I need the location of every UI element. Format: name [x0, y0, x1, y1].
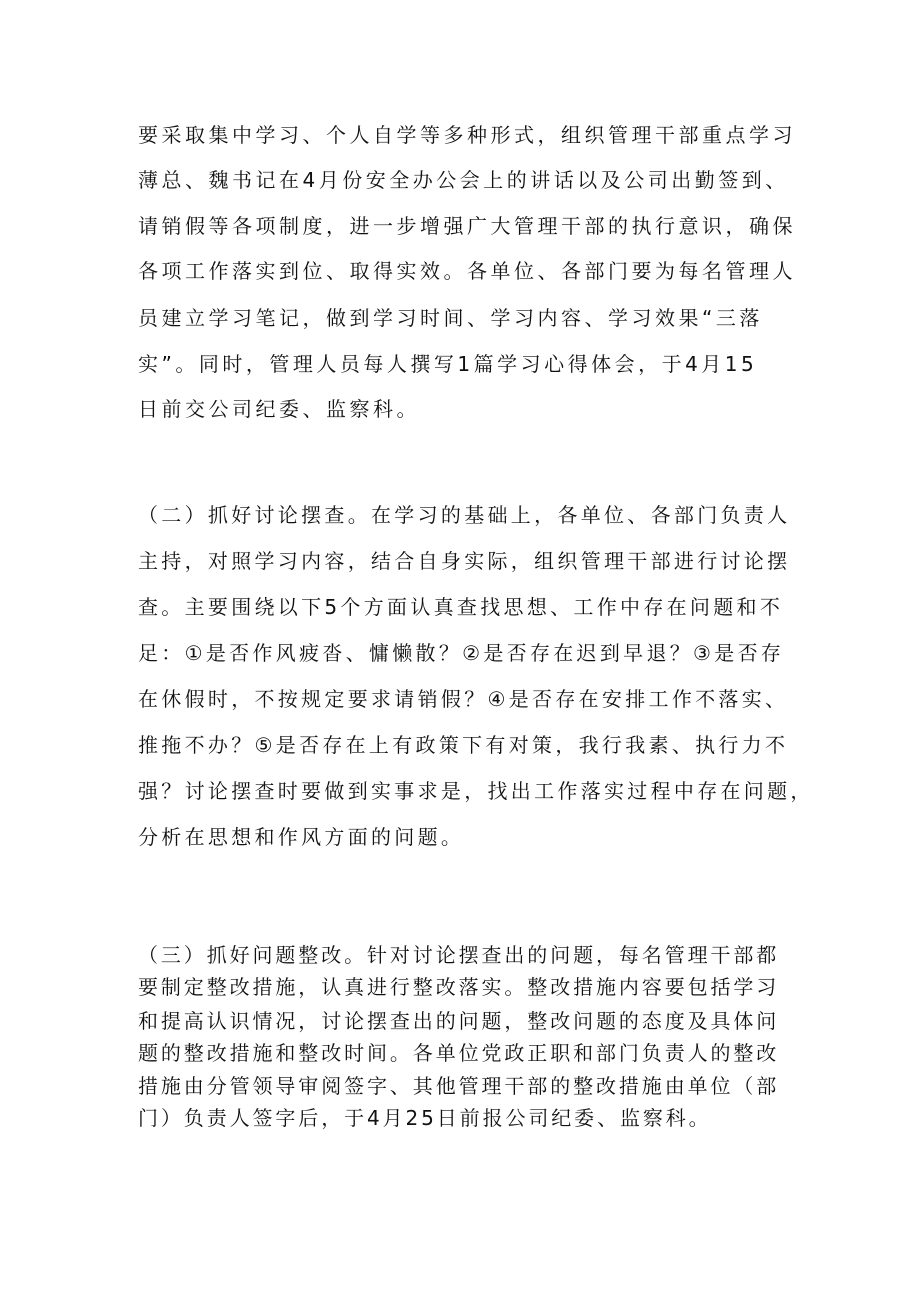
text-line: 和提高认识情况，讨论摆查出的问题，整改问题的态度及具体问: [138, 1009, 780, 1033]
text-line: 各项工作落实到位、取得实效。各单位、各部门要为每名管理人: [138, 259, 796, 283]
text-line: 要制定整改措施，认真进行整改落实。整改措施内容要包括学习: [138, 975, 780, 999]
text-line: 员建立学习笔记，做到学习时间、学习内容、学习效果“三落: [138, 306, 763, 330]
section-heading-line: （三）抓好问题整改。针对讨论摆查出的问题，每名管理干部都: [138, 943, 780, 967]
text-line: 足：①是否作风疲沓、慵懒散？②是否存在迟到早退？③是否存: [138, 641, 785, 665]
section-heading-line: （二）抓好讨论摆查。在学习的基础上，各单位、各部门负责人: [138, 503, 791, 527]
text-line: 实”。同时，管理人员每人撰写1篇学习心得体会，于4月15: [138, 352, 758, 376]
text-line: 要采取集中学习、个人自学等多种形式，组织管理干部重点学习: [138, 123, 796, 147]
text-line: 分析在思想和作风方面的问题。: [138, 825, 465, 849]
text-line: 在休假时，不按规定要求请销假？④是否存在安排工作不落实、: [138, 687, 789, 711]
text-line: 请销假等各项制度，进一步增强广大管理干部的执行意识，确保: [138, 214, 796, 238]
text-line: 主持，对照学习内容，结合自身实际，组织管理干部进行讨论摆: [138, 549, 791, 573]
text-line: 薄总、魏书记在4月份安全办公会上的讲话以及公司出勤签到、: [138, 168, 789, 192]
text-line: 题的整改措施和整改时间。各单位党政正职和部门负责人的整改: [138, 1041, 780, 1065]
text-line: 措施由分管领导审阅签字、其他管理干部的整改措施由单位（部: [138, 1074, 780, 1098]
text-line: 推拖不办？⑤是否存在上有政策下有对策，我行我素、执行力不: [138, 733, 789, 757]
text-line: 门）负责人签字后，于4月25日前报公司纪委、监察科。: [138, 1106, 712, 1130]
text-line: 日前交公司纪委、监察科。: [138, 397, 420, 421]
text-line: 查。主要围绕以下5个方面认真查找思想、工作中存在问题和不: [138, 595, 784, 619]
text-line: 强？讨论摆查时要做到实事求是，找出工作落实过程中存在问题，: [138, 779, 814, 803]
